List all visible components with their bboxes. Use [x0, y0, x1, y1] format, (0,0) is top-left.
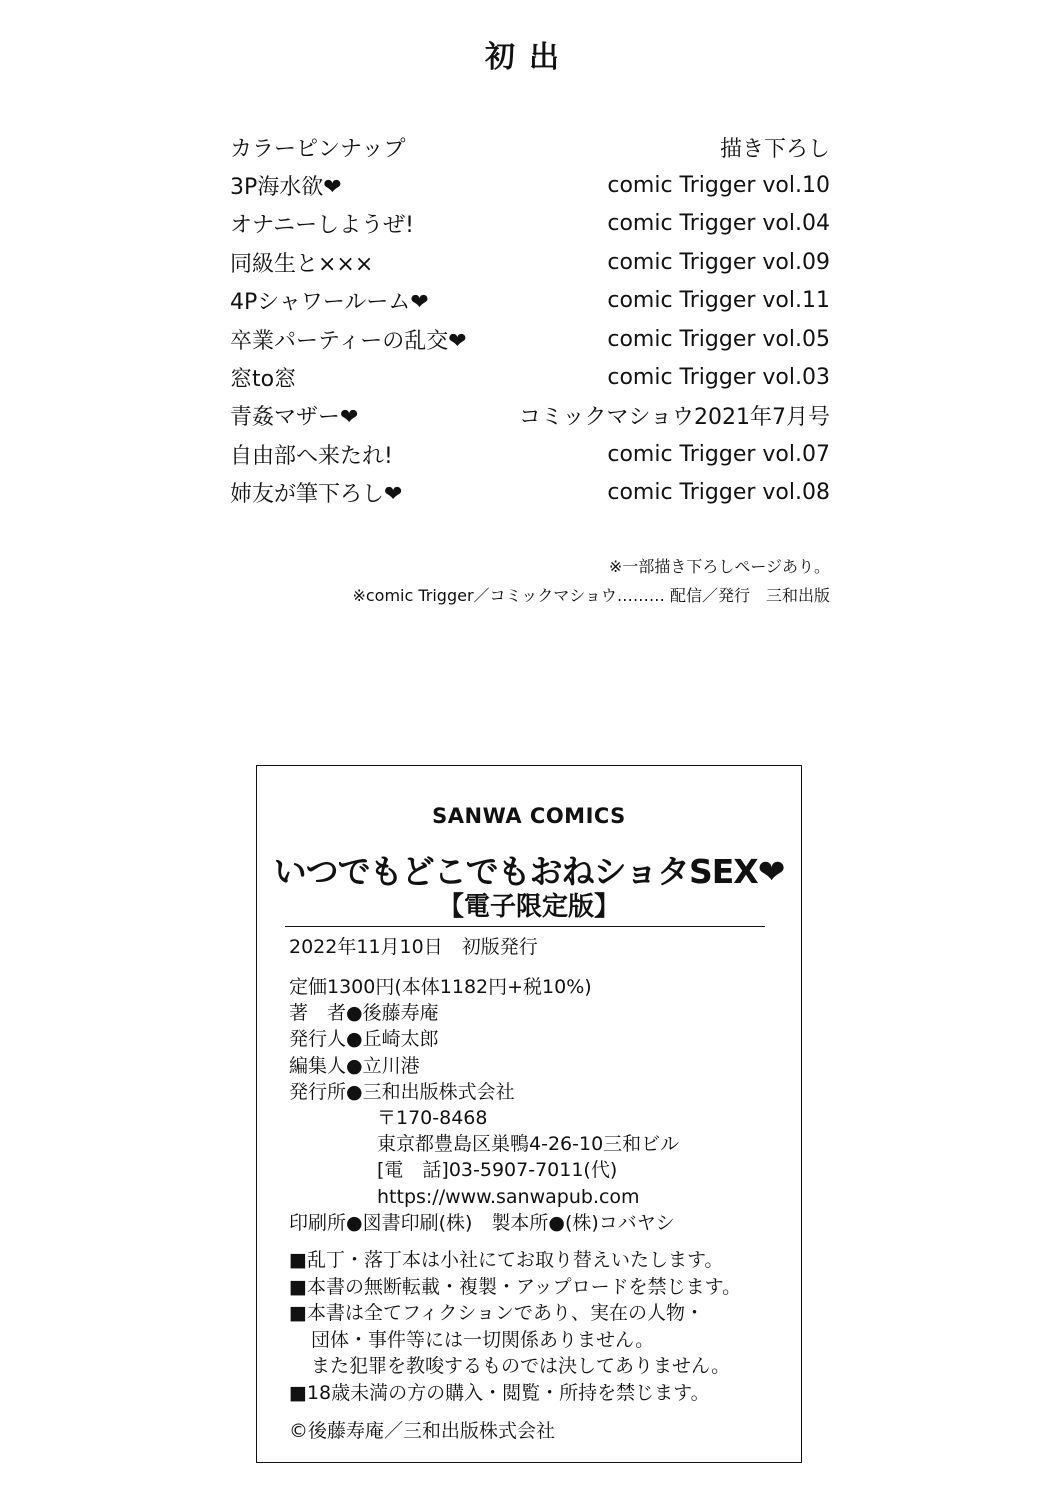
- publishing-house: 発行所●三和出版株式会社: [289, 1080, 515, 1103]
- website-url: https://www.sanwapub.com: [377, 1185, 640, 1208]
- footnotes: [352, 552, 830, 610]
- list-item: [230, 320, 830, 358]
- printing-binding: 印刷所●図書印刷(株) 製本所●(株)コバヤシ: [289, 1211, 675, 1234]
- book-title: いつでもどこでもおねショタSEX❤: [273, 852, 785, 891]
- story-source: 描き下ろし: [719, 136, 830, 162]
- copyright: ©後藤寿庵／三和出版株式会社: [289, 1420, 556, 1442]
- story-title: 4Pシャワールーム❤: [230, 290, 429, 316]
- list-item: [230, 474, 830, 512]
- notice-line: ■乱丁・落丁本は小社にてお取り替えいたします。: [289, 1249, 724, 1271]
- story-source: comic Trigger vol.05: [607, 326, 830, 352]
- author: 著 者●後藤寿庵: [289, 1002, 439, 1025]
- list-item: [230, 128, 830, 166]
- story-title: 同級生と×××: [230, 251, 374, 277]
- list-item: [230, 166, 830, 204]
- story-source: comic Trigger vol.03: [607, 365, 830, 391]
- story-title: オナニーしようぜ!: [230, 213, 414, 239]
- story-title: カラーピンナップ: [230, 136, 406, 162]
- story-source: comic Trigger vol.04: [607, 211, 830, 237]
- first-appearance-list: [230, 128, 830, 512]
- title-divider: [285, 926, 765, 927]
- list-item: [230, 282, 830, 320]
- series-label: SANWA COMICS: [432, 804, 626, 828]
- notice-line: ■本書の無断転載・複製・アップロードを禁じます。: [289, 1275, 742, 1298]
- story-source: comic Trigger vol.11: [607, 288, 830, 314]
- story-title: 青姦マザー❤: [230, 405, 359, 431]
- story-title: 3P海水欲❤: [230, 175, 342, 201]
- list-item: [230, 243, 830, 281]
- story-source: comic Trigger vol.10: [607, 173, 830, 199]
- notice-line: 団体・事件等には一切関係ありません。: [311, 1328, 655, 1351]
- story-title: 窓to窓: [230, 367, 297, 393]
- footnote-distribution: ※comic Trigger／コミックマショウ……… 配信／発行 三和出版: [352, 586, 830, 605]
- list-item: [230, 358, 830, 396]
- story-title: 自由部へ来たれ!: [230, 443, 393, 469]
- postal-code: 〒170-8468: [377, 1107, 488, 1130]
- story-source: comic Trigger vol.07: [607, 441, 830, 467]
- publisher-person: 発行人●丘崎太郎: [289, 1028, 439, 1051]
- notice-line: ■18歳未満の方の購入・閲覧・所持を禁じます。: [289, 1381, 710, 1404]
- list-item: [230, 205, 830, 243]
- address: 東京都豊島区巣鴨4-26-10三和ビル: [377, 1133, 680, 1156]
- publication-details: [289, 974, 679, 1236]
- colophon-box: [256, 765, 802, 1463]
- page-title: 初出: [485, 40, 573, 75]
- story-source: comic Trigger vol.09: [607, 249, 830, 275]
- publication-date: 2022年11月10日 初版発行: [289, 936, 538, 958]
- edition-label: 【電子限定版】: [437, 892, 620, 922]
- story-source: comic Trigger vol.08: [607, 480, 830, 506]
- editor: 編集人●立川港: [289, 1054, 420, 1077]
- phone: [電 話]03-5907-7011(代): [377, 1159, 618, 1182]
- story-title: 姉友が筆下ろし❤: [230, 482, 403, 508]
- story-source: コミックマショウ2021年7月号: [518, 405, 830, 431]
- story-title: 卒業パーティーの乱交❤: [230, 328, 467, 354]
- list-item: [230, 435, 830, 473]
- price: 定価1300円(本体1182円+税10%): [289, 976, 592, 998]
- notices: [289, 1247, 741, 1407]
- notice-line: また犯罪を教唆するものでは決してありません。: [311, 1355, 731, 1378]
- list-item: [230, 397, 830, 435]
- notice-line: ■本書は全てフィクションであり、実在の人物・: [289, 1302, 705, 1325]
- footnote-partial-new: ※一部描き下ろしページあり。: [608, 557, 830, 576]
